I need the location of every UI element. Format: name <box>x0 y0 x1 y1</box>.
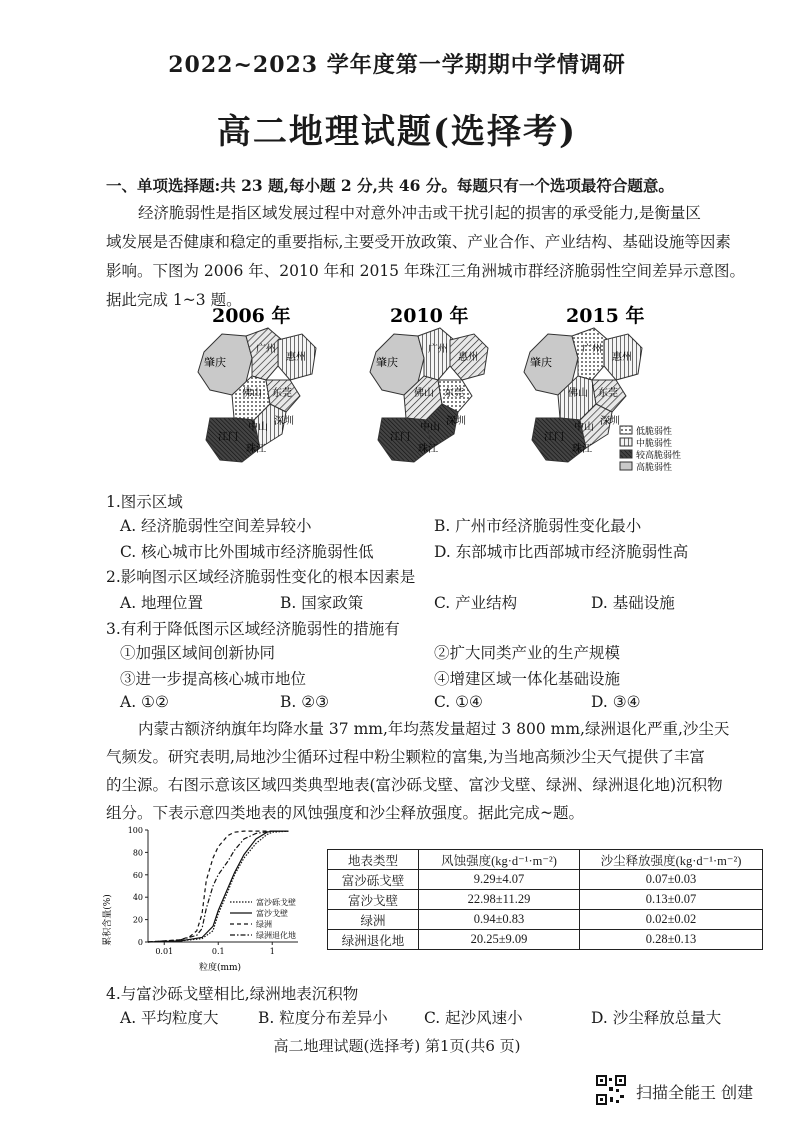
chart-y-label: 累积含量(%) <box>103 894 113 946</box>
map-year-label: 2010 年 <box>390 305 469 327</box>
q4-option-b[interactable]: B. 粒度分布差异小 <box>258 1009 388 1027</box>
city-label: 惠州 <box>286 352 306 363</box>
table-cell: 富沙戈壁 <box>328 890 419 910</box>
scanner-watermark: 扫描全能王 创建 <box>636 1083 754 1102</box>
erosion-table <box>327 849 763 950</box>
passage-2 <box>106 715 786 827</box>
chart-x-label: 粒度(mm) <box>198 963 242 973</box>
series-line <box>148 831 272 942</box>
city-label: 肇庆 <box>530 356 552 369</box>
table-cell: 0.07±0.03 <box>580 870 763 890</box>
city-label: 东莞 <box>272 388 292 399</box>
table-header: 沙尘释放强度(kg·d⁻¹·m⁻²) <box>580 850 763 870</box>
legend-label: 中脆弱性 <box>636 439 673 449</box>
city-label: 深圳 <box>274 416 294 427</box>
legend-label: 富沙砾戈壁 <box>256 898 296 907</box>
city-label: 中山 <box>248 422 268 433</box>
table-cell: 绿洲 <box>328 910 419 930</box>
city-label: 东莞 <box>598 388 618 399</box>
q3-statement-4: ④增建区域一体化基础设施 <box>434 670 621 688</box>
city-label: 广州 <box>256 344 276 355</box>
q2-option-d[interactable]: D. 基础设施 <box>591 594 675 612</box>
q2-option-c[interactable]: C. 产业结构 <box>434 594 518 612</box>
city-label: 江门 <box>544 432 564 443</box>
table-cell: 9.29±4.07 <box>419 870 580 890</box>
legend-label: 较高脆弱性 <box>636 451 682 461</box>
map-legend <box>620 425 681 473</box>
city-label: 珠江 <box>572 444 592 455</box>
grain-size-chart <box>100 822 310 974</box>
city-label: 佛山 <box>242 388 262 399</box>
q3-option-b[interactable]: B. ②③ <box>280 693 330 711</box>
y-tick-label: 20 <box>132 915 143 925</box>
city-label: 江门 <box>390 432 410 443</box>
exam-period: 2022~2023 学年度第一学期期中学情调研 <box>168 52 626 78</box>
q4-option-d[interactable]: D. 沙尘释放总量大 <box>591 1009 722 1027</box>
table-cell: 20.25±9.09 <box>419 930 580 950</box>
table-cell: 0.94±0.83 <box>419 910 580 930</box>
section-heading: 一、单项选择题:共 23 题,每小题 2 分,共 46 分。每题只有一个选项最符合题意。 <box>106 176 674 195</box>
intro-line: 据此完成 1~3 题。 <box>106 291 242 309</box>
q1-option-a[interactable]: A. 经济脆弱性空间差异较小 <box>120 517 312 535</box>
question-2-stem: 2.影响图示区域经济脆弱性变化的根本因素是 <box>106 568 416 586</box>
q4-option-a[interactable]: A. 平均粒度大 <box>120 1009 219 1027</box>
city-label: 佛山 <box>568 388 588 399</box>
q3-statement-2: ②扩大同类产业的生产规模 <box>434 644 621 662</box>
q1-option-b[interactable]: B. 广州市经济脆弱性变化最小 <box>434 517 642 535</box>
q4-option-c[interactable]: C. 起沙风速小 <box>424 1009 523 1027</box>
passage-line: 气频发。研究表明,局地沙尘循环过程中粉尘颗粒的富集,为当地高频沙尘天气提供了丰富 <box>106 748 705 766</box>
q2-option-b[interactable]: B. 国家政策 <box>280 594 364 612</box>
table-cell: 22.98±11.29 <box>419 890 580 910</box>
question-4-stem: 4.与富沙砾戈壁相比,绿洲地表沉积物 <box>106 985 359 1003</box>
city-label: 珠江 <box>246 444 266 455</box>
table-header: 风蚀强度(kg·d⁻¹·m⁻²) <box>419 850 580 870</box>
city-label: 佛山 <box>414 388 434 399</box>
legend-label: 富沙戈壁 <box>256 909 288 918</box>
x-tick-label: 0.01 <box>155 947 174 956</box>
q3-option-d[interactable]: D. ③④ <box>591 693 641 711</box>
map-year-label: 2006 年 <box>212 305 291 327</box>
legend-label: 低脆弱性 <box>636 427 673 437</box>
city-label: 珠江 <box>418 444 438 455</box>
table-cell: 0.28±0.13 <box>580 930 763 950</box>
table-header: 地表类型 <box>328 850 419 870</box>
city-label: 江门 <box>218 432 238 443</box>
city-label: 深圳 <box>600 416 620 427</box>
table-cell: 0.13±0.07 <box>580 890 763 910</box>
table-row <box>328 930 763 950</box>
economic-vulnerability-maps <box>190 300 690 478</box>
city-label: 肇庆 <box>204 356 226 369</box>
q3-statement-3: ③进一步提高核心城市地位 <box>120 670 307 688</box>
city-label: 深圳 <box>446 416 466 427</box>
intro-line: 经济脆弱性是指区域发展过程中对意外冲击或干扰引起的损害的承受能力,是衡量区 <box>138 204 701 222</box>
x-tick-label: 0.1 <box>211 947 225 956</box>
city-label: 广州 <box>428 344 448 355</box>
y-tick-label: 40 <box>132 893 143 903</box>
y-tick-label: 0 <box>137 938 143 947</box>
q1-option-d[interactable]: D. 东部城市比西部城市经济脆弱性高 <box>434 543 689 561</box>
legend-label: 绿洲 <box>256 920 272 929</box>
map-2015 <box>524 304 681 473</box>
q2-option-a[interactable]: A. 地理位置 <box>120 594 204 612</box>
y-tick-label: 60 <box>132 870 143 880</box>
city-label: 中山 <box>574 422 594 433</box>
table-row <box>328 890 763 910</box>
table-row <box>328 910 763 930</box>
table-cell: 富沙砾戈壁 <box>328 870 419 890</box>
y-tick-label: 100 <box>127 826 143 835</box>
passage-line: 组分。下表示意四类地表的风蚀强度和沙尘释放强度。据此完成~题。 <box>106 804 584 822</box>
passage-line: 的尘源。右图示意该区域四类典型地表(富沙砾戈壁、富沙戈壁、绿洲、绿洲退化地)沉积物 <box>106 776 723 794</box>
q1-option-c[interactable]: C. 核心城市比外围城市经济脆弱性低 <box>120 543 374 561</box>
legend-label: 绿洲退化地 <box>256 931 296 940</box>
intro-line: 影响。下图为 2006 年、2010 年和 2015 年珠江三角洲城市群经济脆弱性空间差异示意图。 <box>106 262 745 280</box>
table-cell: 绿洲退化地 <box>328 930 419 950</box>
exam-title: 高二地理试题(选择考) <box>216 112 578 152</box>
city-label: 中山 <box>420 422 440 433</box>
passage-line: 内蒙古额济纳旗年均降水量 37 mm,年均蒸发量超过 3 800 mm,绿洲退化严重,沙尘天 <box>138 720 730 738</box>
q3-statement-1: ①加强区域间创新协同 <box>120 644 276 662</box>
city-label: 广州 <box>582 344 602 355</box>
x-tick-label: 1 <box>269 947 275 956</box>
page-footer: 高二地理试题(选择考) 第1页(共6 页) <box>273 1037 521 1055</box>
qr-code-icon <box>596 1075 626 1105</box>
map-2006 <box>198 304 316 462</box>
legend-label: 高脆弱性 <box>636 463 673 473</box>
table-header-row <box>328 850 763 870</box>
intro-line: 域发展是否健康和稳定的重要指标,主要受开放政策、产业合作、产业结构、基础设施等因素 <box>106 233 731 251</box>
intro-passage <box>106 199 786 315</box>
table-cell: 0.02±0.02 <box>580 910 763 930</box>
y-tick-label: 80 <box>132 848 143 858</box>
q3-option-a[interactable]: A. ①② <box>120 693 169 711</box>
map-2010 <box>370 304 488 462</box>
question-1-stem: 1.图示区域 <box>106 493 183 511</box>
question-3-stem: 3.有利于降低图示区域经济脆弱性的措施有 <box>106 620 400 638</box>
city-label: 东莞 <box>444 388 464 399</box>
table-row <box>328 870 763 890</box>
q3-option-c[interactable]: C. ①④ <box>434 693 483 711</box>
city-label: 惠州 <box>458 352 478 363</box>
city-label: 肇庆 <box>376 356 398 369</box>
map-year-label: 2015 年 <box>566 305 645 327</box>
city-label: 惠州 <box>612 352 632 363</box>
chart-legend <box>230 897 296 940</box>
